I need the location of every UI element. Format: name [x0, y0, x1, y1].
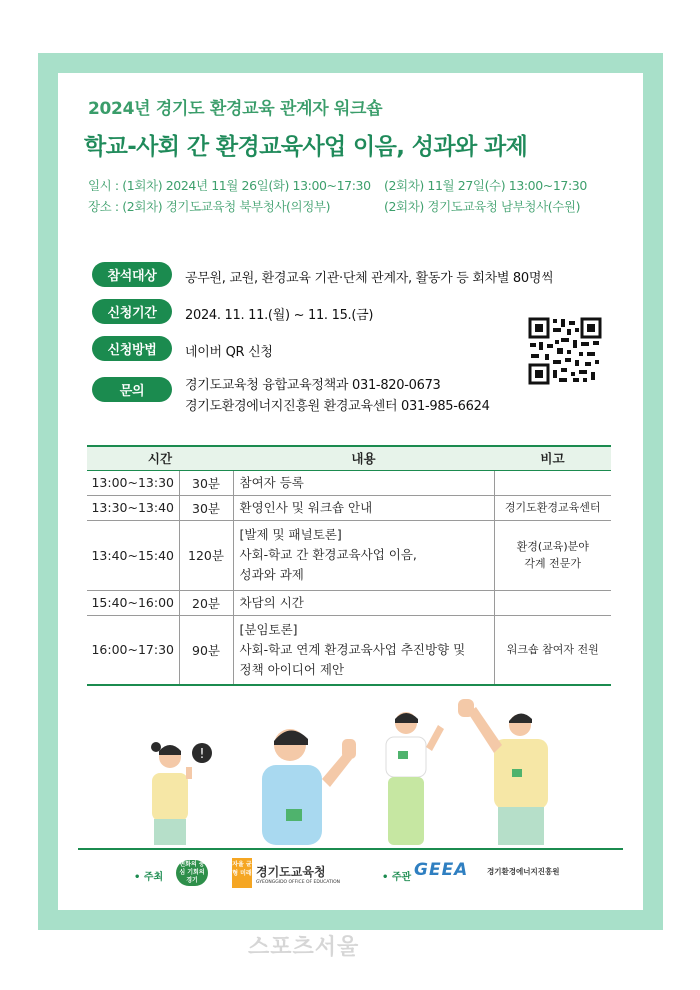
row-content: [233, 495, 494, 520]
date-line-1: 일시 : (1회차) 2024년 11월 26일(화) 13:00~17:30: [88, 178, 371, 193]
row-note: [494, 520, 611, 590]
row-note: [494, 470, 611, 495]
person-illustration: [151, 742, 212, 845]
row-note: [494, 590, 611, 615]
host-name: 경기도교육청: [256, 865, 326, 879]
row-content-line: 참여자 등록: [239, 474, 304, 490]
row-time: 15:40~16:00: [87, 590, 179, 615]
date-line-2: (2회차) 11월 27일(수) 13:00~17:30: [384, 178, 587, 193]
place-line-2: (2회차) 경기도교육청 남부청사(수원): [384, 199, 581, 214]
gyeonggi-badge: 변화의 중심 기회의 경기: [176, 860, 208, 886]
watermark: 스포츠서울: [248, 935, 360, 960]
row-time: 13:30~13:40: [87, 495, 179, 520]
schedule-table: [87, 445, 611, 686]
row-note: [494, 495, 611, 520]
poster-subtitle: 2024년 경기도 환경교육 관계자 워크숍: [88, 99, 383, 119]
footer-divider: [78, 848, 623, 850]
row-content-line: [분임토론]: [239, 621, 298, 637]
row-content-line: 사회-학교 간 환경교육사업 이음,: [239, 547, 417, 562]
people-illustration: [130, 695, 570, 845]
row-content: [233, 470, 494, 495]
row-duration: 90분: [179, 615, 233, 685]
method-value: 네이버 QR 신청: [185, 345, 273, 360]
organizer-label: • 주관: [382, 872, 412, 883]
row-content-line: 차담의 시간: [239, 594, 304, 610]
header-content: 내용: [233, 446, 494, 470]
person-illustration: [262, 729, 356, 845]
table-row: [87, 590, 611, 615]
header-note: 비고: [494, 446, 611, 470]
header-time: 시간: [87, 446, 233, 470]
row-note-line: 환경(교육)분야: [516, 540, 589, 553]
geea-logo: GEEA: [414, 860, 469, 880]
contact-label: 문의: [92, 377, 172, 402]
row-content: [233, 615, 494, 685]
host-label: • 주최: [134, 872, 164, 883]
person-illustration: [386, 712, 444, 845]
organizer-name: 경기환경에너지진흥원: [487, 867, 560, 876]
period-label: 신청기간: [92, 299, 172, 324]
row-content-line: 사회-학교 연계 환경교육사업 추진방향 및: [239, 641, 466, 657]
contact-value-1: 경기도교육청 융합교육정책과 031-820-0673: [185, 378, 441, 393]
row-content-line: 환영인사 및 워크숍 안내: [239, 499, 373, 515]
row-time: 13:00~13:30: [87, 470, 179, 495]
svg-text:!: !: [199, 747, 205, 762]
row-time: 16:00~17:30: [87, 615, 179, 685]
row-content-line: 성과와 과제: [239, 567, 304, 582]
person-illustration: [458, 699, 548, 845]
row-content-line: 정책 아이디어 제안: [239, 661, 345, 677]
row-time: 13:40~15:40: [87, 520, 179, 590]
poster-title: 학교-사회 간 환경교육사업 이음, 성과와 과제: [84, 134, 528, 160]
contact-value-2: 경기도환경에너지진흥원 환경교육센터 031-985-6624: [185, 399, 490, 414]
row-content: [233, 590, 494, 615]
schedule-header-row: [87, 446, 611, 470]
row-duration: 20분: [179, 590, 233, 615]
period-value: 2024. 11. 11.(월) ~ 11. 15.(금): [185, 308, 374, 323]
row-note: [494, 615, 611, 685]
target-label: 참석대상: [92, 262, 172, 287]
host-logo: 자율 균형 미래: [232, 858, 252, 888]
table-row: [87, 495, 611, 520]
row-note-line: 각계 전문가: [524, 557, 582, 570]
row-content-line: [발제 및 패널토론]: [239, 527, 342, 542]
qr-code-icon[interactable]: [527, 316, 603, 386]
row-content: [233, 520, 494, 590]
row-duration: 30분: [179, 495, 233, 520]
target-value: 공무원, 교원, 환경교육 기관·단체 관계자, 활동가 등 회차별 80명씩: [185, 271, 554, 286]
method-label: 신청방법: [92, 336, 172, 361]
table-row: [87, 470, 611, 495]
table-row: [87, 520, 611, 590]
row-duration: 30분: [179, 470, 233, 495]
row-note-line: 워크숍 참여자 전원: [506, 643, 599, 657]
row-duration: 120분: [179, 520, 233, 590]
host-name-en: GYEONGGIDO OFFICE OF EDUCATION: [256, 880, 340, 885]
place-line-1: 장소 : (2회차) 경기도교육청 북부청사(의정부): [88, 199, 331, 214]
table-row: [87, 615, 611, 685]
row-note-line: 경기도환경교육센터: [504, 501, 601, 514]
